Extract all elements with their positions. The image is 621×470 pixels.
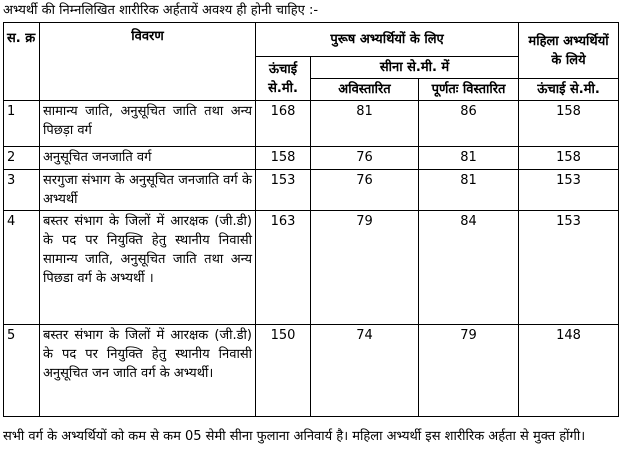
row-male-height: 153	[256, 170, 311, 211]
header-description: विवरण	[40, 23, 256, 101]
row-male-height: 150	[256, 325, 311, 417]
intro-text: अभ्यर्थी की निम्नलिखित शारीरिक अर्हतायें अवश्य ही होनी चाहिए :-	[3, 3, 319, 18]
header-male-group: पुरूष अभ्यर्थियों के लिए	[256, 23, 519, 57]
row-female-height: 158	[519, 147, 619, 170]
row-serial-number: 1	[4, 101, 40, 147]
row-chest-unexpanded: 76	[311, 147, 419, 170]
table-row	[4, 101, 619, 147]
row-male-height: 168	[256, 101, 311, 147]
row-chest-expanded: 79	[419, 325, 519, 417]
row-chest-unexpanded: 79	[311, 211, 419, 325]
header-chest-expanded: पूर्णतः विस्तारित	[419, 79, 519, 101]
row-chest-unexpanded: 81	[311, 101, 419, 147]
row-description: सरगुजा संभाग के अनुसूचित जनजाति वर्ग के अभ्यर्थी	[40, 170, 256, 211]
row-description: बस्तर संभाग के जिलों में आरक्षक (जी.डी) के पद पर नियुक्ति हेतु स्थानीय निवासी अनुसूचित जन जाति वर्ग के अभ्यर्थी।	[40, 325, 256, 417]
table-row	[4, 325, 619, 417]
footer-note: सभी वर्ग के अभ्यर्थियों को कम से कम 05 सेमी सीना फुलाना अनिवार्य है। महिला अभ्यर्थी इस शारीरिक अर्हता से मुक्त होंगी।	[3, 429, 586, 444]
row-description: अनुसूचित जनजाति वर्ग	[40, 147, 256, 170]
row-chest-expanded: 81	[419, 147, 519, 170]
row-chest-expanded: 86	[419, 101, 519, 147]
header-chest-group: सीना से.मी. में	[311, 57, 519, 79]
row-female-height: 153	[519, 211, 619, 325]
header-female-height: ऊंचाई से.मी.	[519, 79, 619, 101]
header-female-group: महिला अभ्यर्थियों के लिये	[519, 23, 619, 79]
row-serial-number: 5	[4, 325, 40, 417]
row-description: बस्तर संभाग के जिलों में आरक्षक (जी.डी) के पद पर नियुक्ति हेतु स्थानीय निवासी सामान्य जाति, अनुसूचित जाति तथा अन्य पिछडा वर्ग के अभ्यर्थी ।	[40, 211, 256, 325]
physical-requirements-table	[3, 22, 619, 417]
table-row	[4, 147, 619, 170]
row-male-height: 163	[256, 211, 311, 325]
row-chest-expanded: 81	[419, 170, 519, 211]
row-male-height: 158	[256, 147, 311, 170]
header-chest-unexpanded: अविस्तारित	[311, 79, 419, 101]
row-chest-unexpanded: 76	[311, 170, 419, 211]
row-serial-number: 3	[4, 170, 40, 211]
row-description: सामान्य जाति, अनुसूचित जाति तथा अन्य पिछड़ा वर्ग	[40, 101, 256, 147]
row-female-height: 153	[519, 170, 619, 211]
row-serial-number: 4	[4, 211, 40, 325]
row-chest-expanded: 84	[419, 211, 519, 325]
header-male-height: ऊंचाई से.मी.	[256, 57, 311, 101]
header-serial-number: स. क्र	[4, 23, 40, 101]
row-chest-unexpanded: 74	[311, 325, 419, 417]
table-row	[4, 211, 619, 325]
row-female-height: 158	[519, 101, 619, 147]
row-female-height: 148	[519, 325, 619, 417]
table-row	[4, 170, 619, 211]
row-serial-number: 2	[4, 147, 40, 170]
